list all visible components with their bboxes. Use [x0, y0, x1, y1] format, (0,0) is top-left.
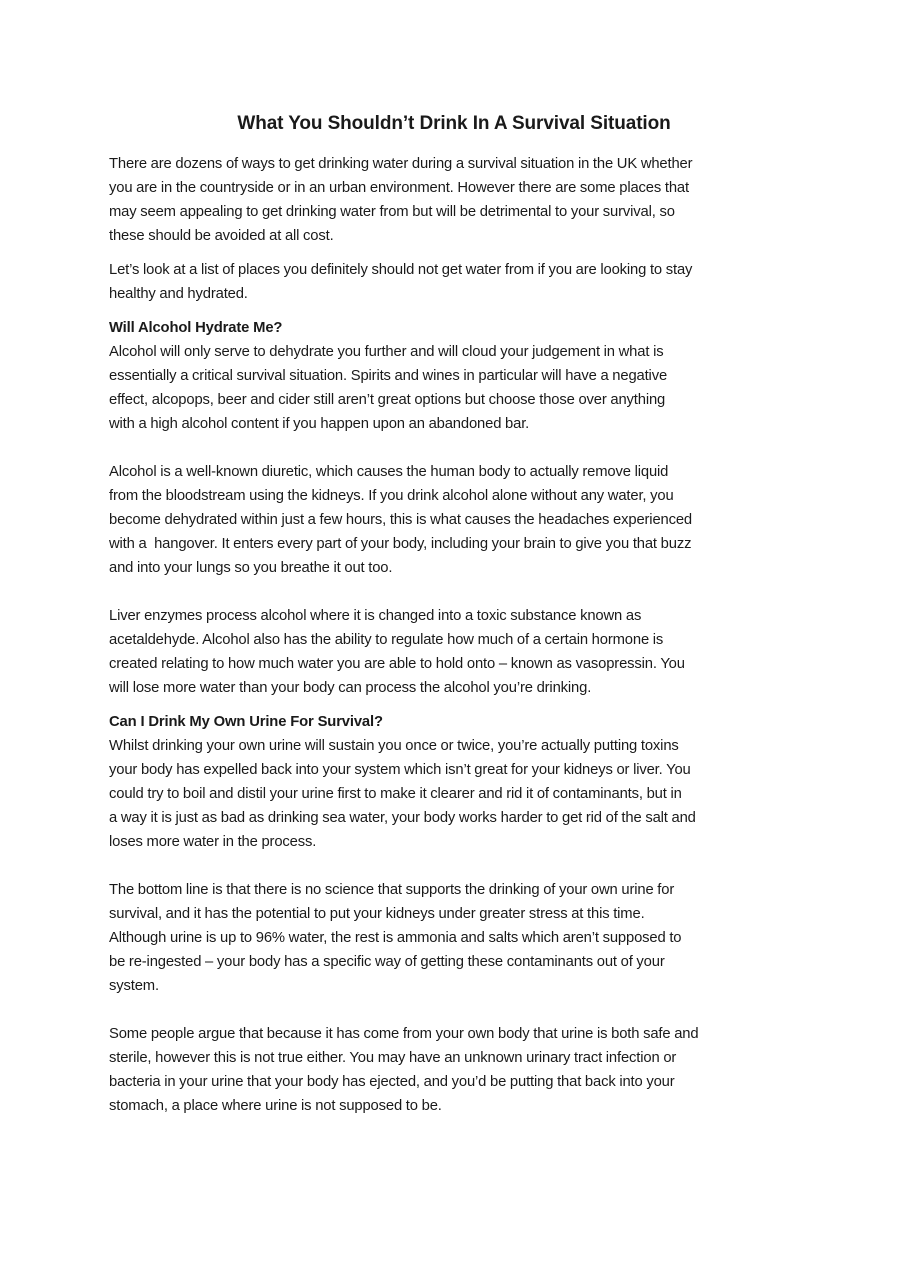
- text-line: a way it is just as bad as drinking sea water, your body works harder to get rid of the salt and: [109, 810, 696, 826]
- text-line: Liver enzymes process alcohol where it is changed into a toxic substance known as: [109, 608, 642, 624]
- text-line: stomach, a place where urine is not supposed to be.: [109, 1098, 442, 1114]
- text-line: become dehydrated within just a few hours, this is what causes the headaches experienced: [109, 512, 693, 528]
- intro-paragraph-2: [109, 258, 799, 306]
- text-line: may seem appealing to get drinking water from but will be detrimental to your survival, so: [109, 204, 675, 220]
- text-line: The bottom line is that there is no science that supports the drinking of your own urine for: [109, 882, 675, 898]
- alcohol-paragraph-2: [109, 460, 799, 580]
- document-title: What You Shouldn’t Drink In A Survival Situation: [237, 113, 671, 134]
- text-line: these should be avoided at all cost.: [109, 228, 334, 244]
- text-line: There are dozens of ways to get drinking water during a survival situation in the UK whether: [109, 156, 693, 172]
- text-line: system.: [109, 978, 159, 994]
- text-line: with a high alcohol content if you happen upon an abandoned bar.: [109, 416, 530, 432]
- alcohol-paragraph-3: [109, 604, 799, 700]
- text-line: healthy and hydrated.: [109, 286, 248, 302]
- text-line: bacteria in your urine that your body has ejected, and you’d be putting that back into your: [109, 1074, 675, 1090]
- text-line: loses more water in the process.: [109, 834, 317, 850]
- text-line: will lose more water than your body can process the alcohol you’re drinking.: [109, 680, 592, 696]
- urine-paragraph-2: [109, 878, 799, 998]
- urine-paragraph-3: [109, 1022, 799, 1118]
- urine-paragraph-1: [109, 734, 799, 854]
- document-page: [109, 112, 799, 1118]
- text-line: effect, alcopops, beer and cider still aren’t great options but choose those over anything: [109, 392, 666, 408]
- text-line: and into your lungs so you breathe it out too.: [109, 560, 393, 576]
- alcohol-paragraph-1: [109, 340, 799, 436]
- text-line: from the bloodstream using the kidneys. If you drink alcohol alone without any water, you: [109, 488, 674, 504]
- section-heading-alcohol: Will Alcohol Hydrate Me?: [109, 320, 283, 336]
- text-line: created relating to how much water you are able to hold onto – known as vasopressin. You: [109, 656, 685, 672]
- text-line: Alcohol is a well-known diuretic, which causes the human body to actually remove liquid: [109, 464, 669, 480]
- text-line: you are in the countryside or in an urban environment. However there are some places that: [109, 180, 689, 196]
- text-line: Whilst drinking your own urine will sustain you once or twice, you’re actually putting toxins: [109, 738, 679, 754]
- text-line: acetaldehyde. Alcohol also has the ability to regulate how much of a certain hormone is: [109, 632, 664, 648]
- text-line: Some people argue that because it has come from your own body that urine is both safe and: [109, 1026, 699, 1042]
- text-line: be re-ingested – your body has a specific way of getting these contaminants out of your: [109, 954, 665, 970]
- text-line: with a hangover. It enters every part of your body, including your brain to give you that buzz: [109, 536, 692, 552]
- text-line: could try to boil and distil your urine first to make it clearer and rid it of contaminants, but in: [109, 786, 682, 802]
- text-line: survival, and it has the potential to put your kidneys under greater stress at this time.: [109, 906, 645, 922]
- section-heading-urine: Can I Drink My Own Urine For Survival?: [109, 714, 383, 730]
- text-line: Although urine is up to 96% water, the rest is ammonia and salts which aren’t supposed to: [109, 930, 682, 946]
- text-line: sterile, however this is not true either. You may have an unknown urinary tract infection or: [109, 1050, 677, 1066]
- text-line: Alcohol will only serve to dehydrate you further and will cloud your judgement in what is: [109, 344, 664, 360]
- text-line: essentially a critical survival situation. Spirits and wines in particular will have a negative: [109, 368, 668, 384]
- text-line: your body has expelled back into your system which isn’t great for your kidneys or liver. You: [109, 762, 691, 778]
- intro-paragraph-1: [109, 152, 799, 248]
- text-line: Let’s look at a list of places you definitely should not get water from if you are looking to stay: [109, 262, 693, 278]
